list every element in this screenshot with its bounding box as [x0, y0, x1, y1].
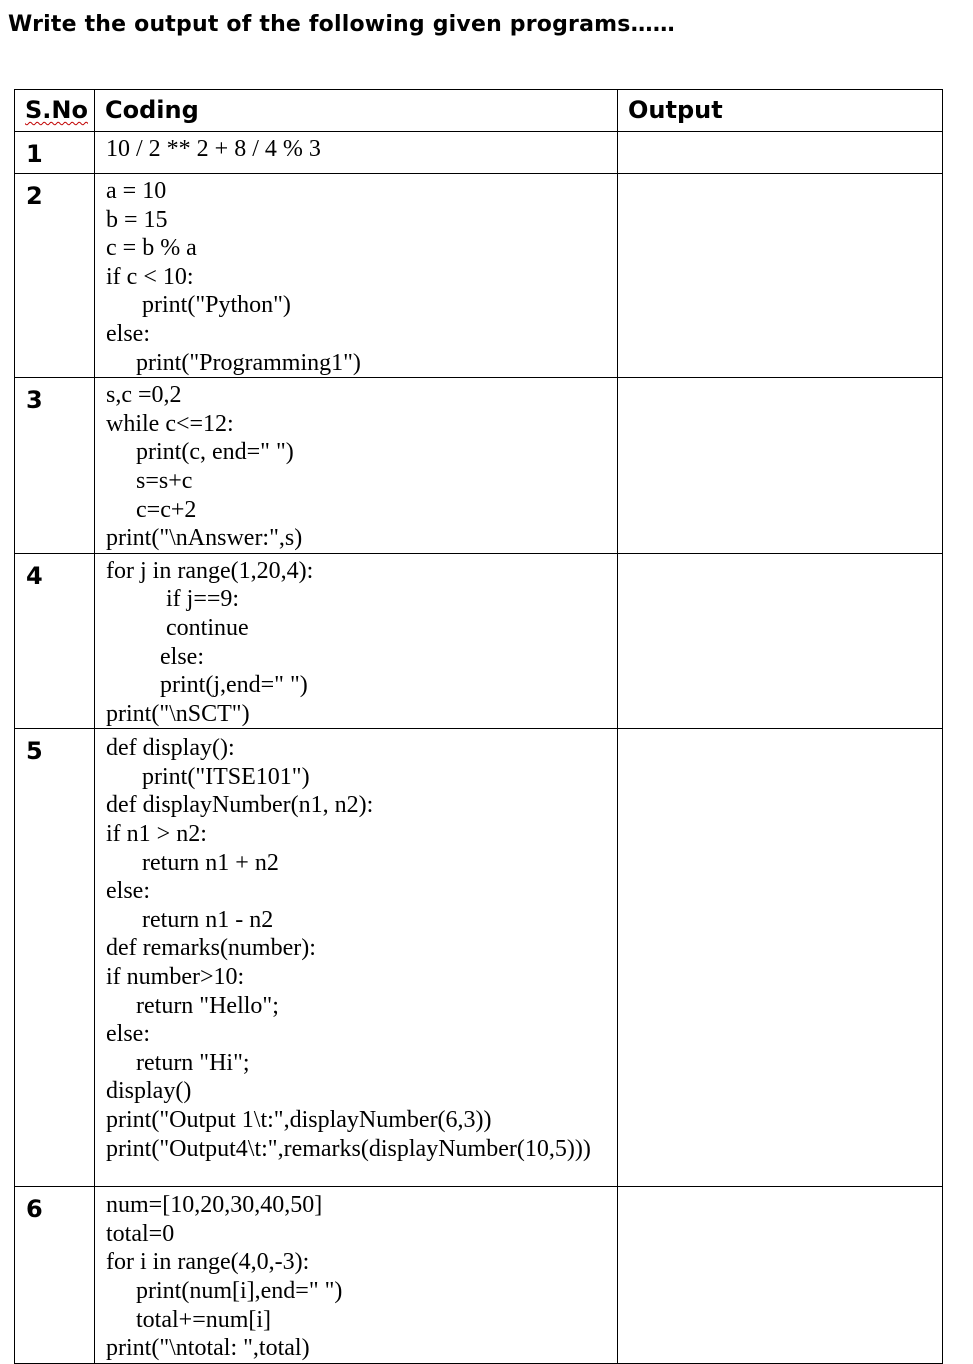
row-number-cell [15, 132, 95, 174]
code-line: total=0 [106, 1220, 175, 1247]
code-line: total+=num[i] [106, 1306, 272, 1333]
page-title: Write the output of the following given programs…… [8, 12, 675, 37]
row-number: 6 [26, 1195, 43, 1224]
code-line: print("\nAnswer:",s) [106, 525, 303, 552]
code-line: print("\ntotal: ",total) [106, 1335, 310, 1362]
code-line: s,c =0,2 [106, 382, 182, 409]
question-row [15, 132, 943, 174]
code-line: display() [106, 1078, 192, 1105]
code-line: c=c+2 [106, 496, 197, 523]
row-number: 2 [26, 182, 43, 210]
code-line: s=s+c [106, 467, 193, 494]
code-line: print(j,end=" ") [106, 672, 308, 699]
code-line: if number>10: [106, 964, 245, 991]
code-line: def display(): [106, 735, 235, 762]
code-cell [95, 174, 618, 378]
output-answer-cell[interactable] [618, 553, 943, 729]
code-line: b = 15 [106, 206, 168, 233]
code-line: print("Output4\t:",remarks(displayNumber(10,5))) [106, 1135, 591, 1162]
row-number: 5 [26, 737, 43, 766]
code-line: for j in range(1,20,4): [106, 557, 314, 584]
code-cell [95, 729, 618, 1187]
question-row [15, 553, 943, 729]
code-line: return n1 - n2 [106, 906, 274, 933]
code-line: if c < 10: [106, 263, 194, 290]
code-line: def remarks(number): [106, 935, 316, 962]
code-line: return "Hi"; [106, 1049, 250, 1076]
row-number-cell [15, 553, 95, 729]
row-number: 1 [26, 140, 43, 168]
code-line: if n1 > n2: [106, 821, 207, 848]
code-line: a = 10 [106, 178, 167, 204]
header-coding-label: Coding [105, 96, 199, 124]
row-number: 3 [26, 386, 43, 415]
header-coding [95, 90, 618, 132]
code-line: print(c, end=" ") [106, 439, 294, 466]
questions-table [14, 89, 943, 1364]
question-row [15, 729, 943, 1187]
row-number-cell [15, 174, 95, 378]
code-line: else: [106, 320, 150, 347]
header-row [15, 90, 943, 132]
row-number-cell [15, 729, 95, 1187]
code-line: else: [106, 1021, 150, 1048]
code-cell [95, 553, 618, 729]
code-cell [95, 1187, 618, 1364]
output-answer-cell[interactable] [618, 174, 943, 378]
code-line: print(num[i],end=" ") [106, 1278, 343, 1305]
header-output-label: Output [628, 96, 723, 124]
row-number-cell [15, 1187, 95, 1364]
code-line: return n1 + n2 [106, 849, 279, 876]
question-row [15, 174, 943, 378]
code-line: num=[10,20,30,40,50] [106, 1192, 323, 1219]
code-line: print("Programming1") [106, 349, 361, 376]
code-line: print("ITSE101") [106, 763, 310, 790]
code-cell [95, 378, 618, 554]
code-line: 10 / 2 ** 2 + 8 / 4 % 3 [106, 136, 321, 162]
question-row [15, 378, 943, 554]
code-line: return "Hello"; [106, 992, 279, 1019]
row-number: 4 [26, 561, 43, 590]
code-line: print("\nSCT") [106, 700, 250, 727]
output-answer-cell[interactable] [618, 132, 943, 174]
header-sno [15, 90, 95, 132]
code-line: def displayNumber(n1, n2): [106, 792, 374, 819]
code-line: continue [106, 614, 249, 641]
code-line: c = b % a [106, 235, 197, 262]
header-output [618, 90, 943, 132]
question-row [15, 1187, 943, 1364]
code-line: while c<=12: [106, 410, 234, 437]
output-answer-cell[interactable] [618, 1187, 943, 1364]
code-line: print("Output 1\t:",displayNumber(6,3)) [106, 1107, 492, 1133]
output-answer-cell[interactable] [618, 378, 943, 554]
header-sno-label: S.No [25, 96, 88, 124]
code-line: else: [106, 878, 150, 905]
code-line: print("Python") [106, 292, 291, 319]
output-answer-cell[interactable] [618, 729, 943, 1187]
code-line: if j==9: [106, 586, 240, 613]
row-number-cell [15, 378, 95, 554]
code-line: for i in range(4,0,-3): [106, 1249, 310, 1276]
code-cell [95, 132, 618, 174]
code-line: else: [106, 643, 204, 670]
